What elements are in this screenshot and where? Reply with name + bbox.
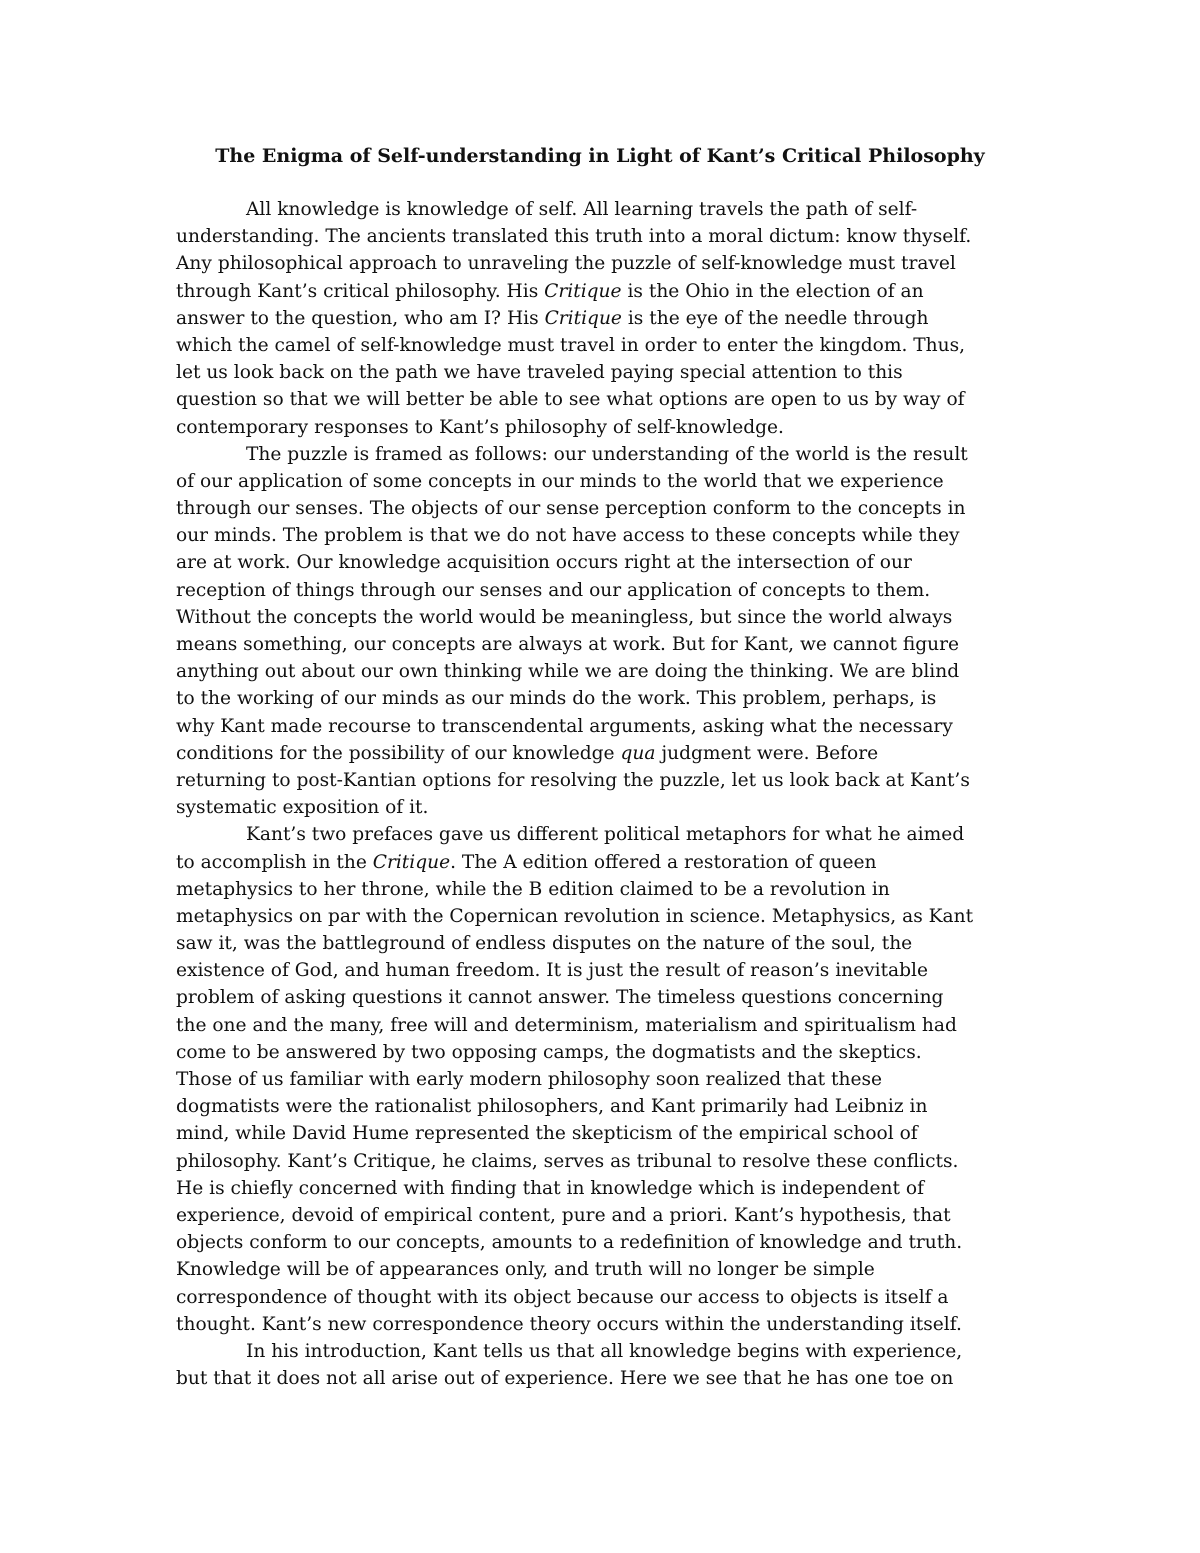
text-line [176,1175,1036,1202]
text-segment: problem of asking questions it cannot answer. The timeless questions concerning [176,987,944,1009]
text-segment: metaphysics to her throne, while the B edition claimed to be a revolution in [176,878,890,900]
text-line [176,1229,1036,1256]
text-segment: why Kant made recourse to transcendental arguments, asking what the necessary [176,715,953,737]
text-segment: means something, our concepts are always at work. But for Kant, we cannot figure [176,634,960,655]
text-line [176,386,1036,413]
text-line [176,957,1036,984]
text-segment: through our senses. The objects of our sense perception conform to the concepts in [176,498,966,520]
document-title: The Enigma of Self-understanding in Light of Kant’s Critical Philosophy [215,145,985,167]
document-body [176,196,1036,1392]
text-segment: is the Ohio in the election of an [621,280,924,302]
text-segment: but that it does not all arise out of experience. Here we see that he has one toe on [176,1368,954,1390]
text-line [176,1012,1036,1039]
text-line [176,1066,1036,1093]
text-segment: experience, devoid of empirical content, pure and a priori. Kant’s hypothesis, that [176,1204,951,1226]
text-segment: is the eye of the needle through [621,307,929,329]
text-segment: All knowledge is knowledge of self. All learning travels the path of self- [246,199,918,220]
text-segment: to the working of our minds as our minds do the work. This problem, perhaps, is [176,688,937,710]
text-line [176,821,1036,848]
text-line [176,414,1036,441]
text-segment: reception of things through our senses and our application of concepts to them. [176,579,931,601]
text-segment: existence of God, and human freedom. It is just the result of reason’s inevitable [176,960,928,982]
text-segment: Knowledge will be of appearances only, and truth will no longer be simple [176,1259,875,1281]
text-line [176,685,1036,712]
text-line [176,495,1036,522]
text-segment: dogmatists were the rationalist philosophers, and Kant primarily had Leibniz in [176,1096,928,1118]
text-segment: are at work. Our knowledge acquisition occurs right at the intersection of our [176,552,912,574]
text-line [176,1284,1036,1311]
text-line [176,1311,1036,1338]
text-line [176,250,1036,277]
text-segment: objects conform to our concepts, amounts to a redefinition of knowledge and truth. [176,1232,963,1254]
text-line [176,658,1036,685]
text-segment: through Kant’s critical philosophy. His [176,280,545,302]
text-segment: answer to the question, who am I? His [176,307,545,329]
text-line [176,767,1036,794]
text-segment: which the camel of self-knowledge must travel in order to enter the kingdom. Thus, [176,334,966,356]
text-segment: to accomplish in the [176,851,373,873]
text-segment: correspondence of thought with its object because our access to objects is itself a [176,1286,949,1308]
text-line [176,876,1036,903]
text-segment: thought. Kant’s new correspondence theory occurs within the understanding itself. [176,1313,962,1335]
text-line [176,522,1036,549]
text-line [176,849,1036,876]
text-segment: He is chiefly concerned with finding that in knowledge which is independent of [176,1177,924,1199]
text-segment: mind, while David Hume represented the skepticism of the empirical school of [176,1123,918,1145]
text-segment: The puzzle is framed as follows: our understanding of the world is the result [246,443,968,465]
text-segment: In his introduction, Kant tells us that all knowledge begins with experience, [246,1340,963,1362]
text-segment: the one and the many, free will and determinism, materialism and spiritualism had [176,1014,957,1036]
text-segment: systematic exposition of it. [176,797,429,819]
text-segment: returning to post-Kantian options for resolving the puzzle, let us look back at Kant’s [176,769,970,791]
text-segment: Kant’s two prefaces gave us different political metaphors for what he aimed [246,824,965,846]
text-line [176,740,1036,767]
text-line [176,1093,1036,1120]
text-line [176,1256,1036,1283]
text-segment: our minds. The problem is that we do not have access to these concepts while they [176,525,960,547]
text-segment: conditions for the possibility of our knowledge [176,742,621,764]
italic-text: Critique [372,851,451,873]
text-line [176,604,1036,631]
text-line [176,1365,1036,1392]
italic-text: Critique [544,280,622,302]
text-line [176,332,1036,359]
text-segment: . The A edition offered a restoration of queen [450,851,877,873]
text-segment: philosophy. Kant’s Critique, he claims, serves as tribunal to resolve these conflicts. [176,1150,959,1172]
text-segment: let us look back on the path we have traveled paying special attention to this [176,362,903,384]
text-segment: of our application of some concepts in our minds to the world that we experience [176,470,944,492]
text-line [176,1039,1036,1066]
text-line [176,713,1036,740]
text-line [176,930,1036,957]
text-segment: come to be answered by two opposing camps, the dogmatists and the skeptics. [176,1041,922,1063]
text-segment: metaphysics on par with the Copernican revolution in science. Metaphysics, as Kant [176,905,974,927]
text-line [176,441,1036,468]
text-line [176,359,1036,386]
text-line [176,549,1036,576]
text-line [176,223,1036,250]
text-segment: Any philosophical approach to unraveling the puzzle of self-knowledge must travel [176,253,956,275]
text-line [176,1148,1036,1175]
text-line [176,984,1036,1011]
text-line [176,903,1036,930]
italic-text: Critique [544,307,622,329]
text-segment: understanding. The ancients translated this truth into a moral dictum: know thyself. [176,226,972,248]
text-line [176,196,1036,223]
text-line [176,577,1036,604]
text-segment: contemporary responses to Kant’s philosophy of self-knowledge. [176,416,784,438]
text-line [176,468,1036,495]
text-line [176,631,1036,658]
text-line [176,794,1036,821]
text-segment: saw it, was the battleground of endless disputes on the nature of the soul, the [176,933,913,955]
text-line [176,1120,1036,1147]
text-line [176,1202,1036,1229]
text-segment: Those of us familiar with early modern philosophy soon realized that these [176,1069,883,1090]
text-segment: anything out about our own thinking while we are doing the thinking. We are blind [176,661,960,683]
text-segment: Without the concepts the world would be meaningless, but since the world always [176,606,953,628]
text-line [176,1338,1036,1365]
text-line [176,305,1036,332]
text-segment: question so that we will better be able to see what options are open to us by way of [176,389,965,411]
text-segment: judgment were. Before [655,742,879,764]
text-line [176,278,1036,305]
italic-text: qua [620,742,656,764]
